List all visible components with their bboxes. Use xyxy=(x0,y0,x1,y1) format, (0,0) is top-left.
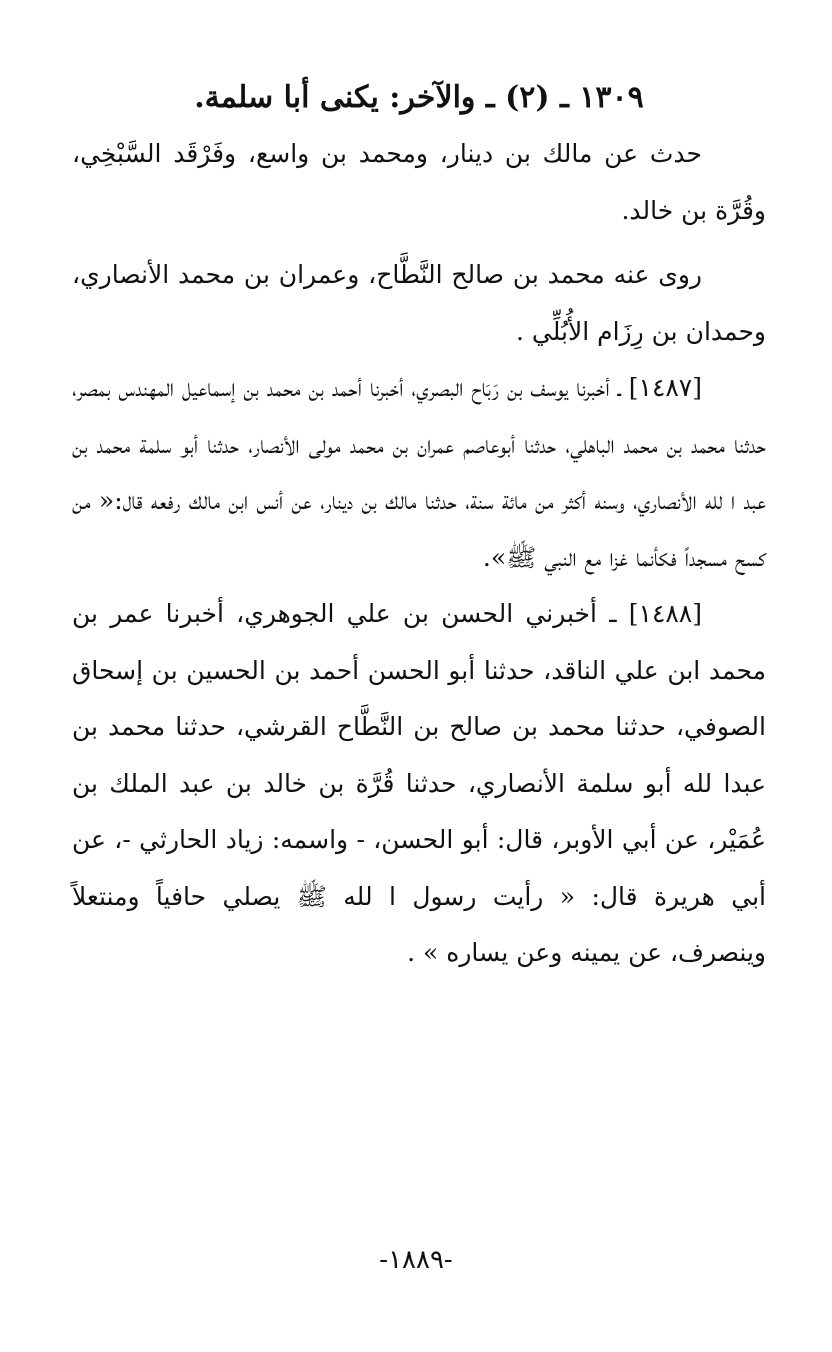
page-number: -١٨٨٩- xyxy=(379,1245,453,1275)
document-page xyxy=(72,70,766,1330)
narration-1488: [١٤٨٨] ـ أخبرني الحسن بن علي الجوهري، أخبرنا عمر بن محمد ابن علي الناقد، حدثنا أبو الحسن أحمد بن الحسين بن إسحاق الصوفي، حدثنا محمد بن صالح بن النَّطَّاح القرشي، حدثنا محمد بن عبدا لله أبو سلمة الأنصاري، حدثنا قُرَّة بن خالد بن عبد الملك بن عُمَيْر، عن أبي الأوبر، قال: أبو الحسن، - واسمه: زياد الحارثي -، عن أبي هريرة قال: « رأيت رسول ا لله ﷺ يصلي حافياً ومنتعلاً وينصرف، عن يمينه وعن يساره » . xyxy=(72,599,766,967)
entry-heading: ١٣٠٩ ـ (٢) ـ والآخر: يكنى أبا سلمة. xyxy=(194,80,644,115)
teachers-paragraph: حدث عن مالك بن دينار، ومحمد بن واسع، وفَرْقَد السَّبْخِي، وقُرَّة بن خالد. xyxy=(72,139,766,225)
narration-1487: [١٤٨٧] ـ أخبرنا يوسف بن رَبَاح البصري، أخبرنا أحمد بن محمد بن إسماعيل المهندس بمصر، حدثنا محمد بن محمد الباهلي، حدثنا أبوعاصم عمران بن محمد مولى الأنصار، حدثنا أبو سلمة محمد بن عبد ا لله الأنصاري، وسنه أكثر من مائة سنة، حدثنا مالك بن دينار، عن أنس ابن مالك رفعه قال:« من كسح مسجداً فكأنما غزا مع النبي ﷺ». xyxy=(72,373,766,572)
students-paragraph: روى عنه محمد بن صالح النَّطَّاح، وعمران بن محمد الأنصاري، وحمدان بن رِزَام الأُبُلِّي . xyxy=(72,260,766,346)
